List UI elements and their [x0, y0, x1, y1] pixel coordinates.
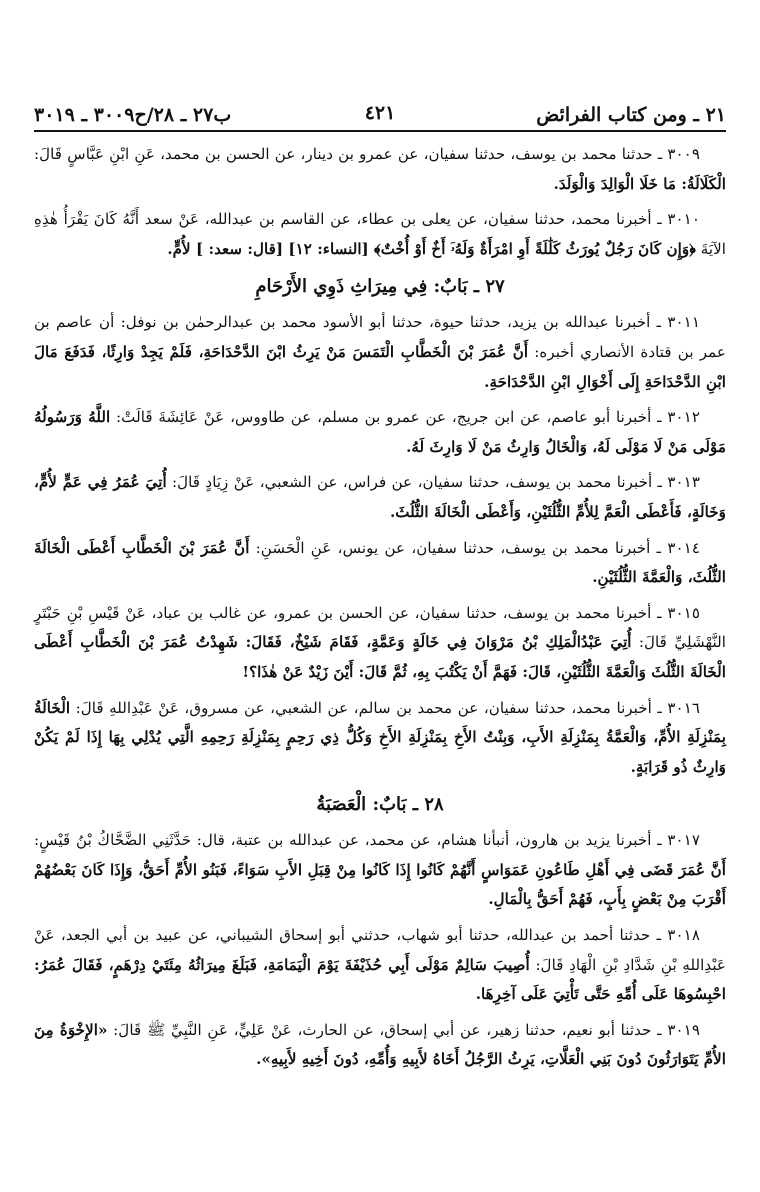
- hadith-matn: «الإِخْوَةُ مِنَ الأُمِّ يَتَوَارَثُونَ دُونَ بَنِي الْعَلَّاتِ، يَرِثُ الرَّجُلُ أَخَاهُ لأَبِيهِ وَأُمِّهِ، دُونَ أَخِيهِ لأَبِيهِ».: [34, 1020, 726, 1069]
- hadith-isnad: ٣٠١٧ ـ أخبرنا يزيد بن هارون، أنبأنا هشام، عن محمد، عن عبدالله بن عتبة، قال: حَدَّثَنِي الضَّحَّاكُ بْنُ قَيْسٍ:: [34, 831, 700, 850]
- hadith-matn: الْكَلَالَةُ: مَا خَلَا الْوَالِدَ وَالْوَلَدَ.: [553, 174, 726, 193]
- running-header: [34, 92, 726, 126]
- hadith-entry: [34, 308, 726, 397]
- hadith-isnad: ٣٠١٢ ـ أخبرنا أبو عاصم، عن ابن جريج، عن عمرو بن مسلم، عن طاووس، عَنْ عَائِشَةَ قَالَتْ:: [110, 408, 700, 427]
- hadith-matn: اللَّهُ وَرَسُولُهُ مَوْلَى مَنْ لَا مَوْلَى لَهُ، وَالْخَالُ وَارِثُ مَنْ لَا وَارِثَ لَهُ.: [34, 408, 726, 456]
- hadith-entry: [34, 140, 726, 199]
- hadith-entry: [34, 1016, 726, 1075]
- hadith-entry: [34, 826, 726, 915]
- hadith-isnad: ٣٠١٤ ـ أخبرنا محمد بن يوسف، حدثنا سفيان، عن يونس، عَنِ الْحَسَنِ:: [249, 538, 700, 557]
- hadith-entry: [34, 534, 726, 593]
- hadith-entry: [34, 205, 726, 264]
- hadith-matn: الْخَالَةُ بِمَنْزِلَةِ الأُمِّ، وَالْعَمَّةُ بِمَنْزِلَةِ الأَبِ، وَبِنْتُ الأَخِ بِمَنْزِلَةِ الأَخِ وَكُلُّ ذِي رَحِمٍ بِمَنْزِلَةِ رَحِمِهِ الَّتِي يُدْلِي بِهَا إِذَا لَمْ يَكُنْ وَارِثٌ ذُو قَرَابَةٍ.: [34, 698, 726, 776]
- hadith-isnad: ٣٠١٠ ـ أخبرنا محمد، حدثنا سفيان، عن يعلى بن عطاء، عن القاسم بن عبدالله، عَنْ سعد أَنَّهُ كَانَ يَقْرَأُ هٰذِهِ الآيَةَ: [34, 210, 726, 258]
- header-hadith-range: ب٢٧ ـ ٢٨/ح٣٠٠٩ ـ ٣٠١٩: [34, 104, 232, 126]
- hadith-entry: [34, 468, 726, 527]
- hadith-entry: [34, 599, 726, 688]
- hadith-matn: أَنَّ عُمَرَ بْنَ الْخَطَّابِ أَعْطَى الْخَالَةَ الثُّلُثَ، وَالْعَمَّةَ الثُّلُثَيْنِ.: [34, 538, 726, 587]
- page-number: ٤٢١: [364, 102, 396, 124]
- hadith-isnad: ٣٠٠٩ ـ حدثنا محمد بن يوسف، حدثنا سفيان، عن عمرو بن دينار، عن الحسن بن محمد، عَنِ ابْنِ عَبَّاسٍ قَالَ:: [34, 145, 700, 163]
- hadith-matn: ﴿وَإِن كَانَ رَجُلٌ يُورَثُ كَلَٰلَةً أَوِ امْرَأَةٌ وَلَهُۥٓ أَخٌ أَوْ أُخْتٌ﴾ [النساء: ١٢] [قال: سعد: ] لأُمٍّ.: [167, 239, 696, 258]
- hadith-isnad: ٣٠١٩ ـ حدثنا أبو نعيم، حدثنا زهير، عن أبي إسحاق، عن الحارث، عَنْ عَلِيٍّ، عَنِ النَّبِيِّ ﷺ قَالَ:: [107, 1020, 700, 1039]
- hadith-isnad: ٣٠١٣ ـ أخبرنا محمد بن يوسف، حدثنا سفيان، عن فراس، عن الشعبي، عَنْ زِيَادٍ قَالَ:: [166, 473, 700, 492]
- hadith-entry: [34, 694, 726, 783]
- hadith-entry: [34, 403, 726, 462]
- hadith-entry: [34, 921, 726, 1010]
- hadith-matn: أُتِيَ عَبْدُالْمَلِكِ بْنُ مَرْوَانَ فِي خَالَةٍ وَعَمَّةٍ، فَقَامَ شَيْخٌ، فَقَالَ: شَهِدْتُ عُمَرَ بْنَ الْخَطَّابِ أَعْطَى الْخَالَةَ الثُّلُثَ وَالْعَمَّةَ الثُّلُثَيْنِ، قَالَ: فَهَمَّ أَنْ يَكْتُبَ بِهِ، ثُمَّ قَالَ: أَيْنَ زَيْدٌ عَنْ هٰذَا؟!: [34, 633, 726, 681]
- hadith-matn: أَنَّ عُمَرَ بْنَ الْخَطَّابِ الْتَمَسَ مَنْ يَرِثُ ابْنَ الدَّحْدَاحَةِ، فَلَمْ يَجِدْ وَارِثًا، فَدَفَعَ مَالَ ابْنِ الدَّحْدَاحَةِ إِلَى أَخْوَالِ ابْنِ الدَّحْدَاحَةِ.: [34, 342, 726, 391]
- header-chapter-title: ٢١ ـ ومن كتاب الفرائض: [536, 104, 726, 126]
- hadith-matn: أُتِيَ عُمَرُ فِي عَمٍّ لأُمٍّ، وَخَالَةٍ، فَأَعْطَى الْعَمَّ لِلأُمِّ الثُّلُثَيْنِ، وَأَعْطَى الْخَالَةَ الثُّلُثَ.: [34, 473, 726, 521]
- chapter-heading: ٢٧ ـ بَابٌ: فِي مِيرَاثِ ذَوِي الأَرْحَامِ: [255, 276, 505, 298]
- hadith-matn: أُصِيبَ سَالِمٌ مَوْلَى أَبِي حُذَيْفَةَ يَوْمَ الْيَمَامَةِ، فَبَلَغَ مِيرَاثُهُ مِئَتَيْ دِرْهَمٍ، فَقَالَ عُمَرُ: احْبِسُوهَا عَلَى أُمِّهِ حَتَّى تَأْتِيَ عَلَى آخِرِهَا.: [34, 955, 726, 1004]
- hadith-isnad: ٣٠١٨ ـ حدثنا أحمد بن عبدالله، حدثنا أبو شهاب، حدثني أبو إسحاق الشيباني، عن عبيد بن أبي الجعد، عَنْ عَبْدِاللهِ بْنِ شَدَّادِ بْنِ الْهَادِ قَالَ:: [34, 926, 726, 974]
- hadith-matn: أَنَّ عُمَرَ قَضَى فِي أَهْلِ طَاعُونِ عَمَوَاسٍ أَنَّهُمْ كَانُوا إِذَا كَانُوا مِنْ قِبَلِ الأَبِ سَوَاءً، فَبَنُو الأُمِّ أَحَقُّ، وَإِذَا كَانَ بَعْضُهُمْ أَقْرَبَ مِنْ بَعْضٍ بِأَبٍ، فَهُمْ أَحَقُّ بِالْمَالِ.: [34, 860, 726, 909]
- header-rule: [34, 130, 726, 132]
- page-body: [34, 140, 726, 1132]
- chapter-heading: ٢٨ ـ بَابٌ: الْعَصَبَةُ: [316, 794, 444, 816]
- hadith-isnad: ٣٠١٥ ـ أخبرنا محمد بن يوسف، حدثنا سفيان، عن الحسن بن عمرو، عن غالب بن عباد، عَنْ قَيْسِ بْنِ حَبْتَرٍ النَّهْشَلِيِّ قَالَ:: [34, 603, 726, 652]
- hadith-isnad: ٣٠١١ ـ أخبرنا عبدالله بن يزيد، حدثنا حيوة، حدثنا أبو الأسود محمد بن عبدالرحمٰن بن نوفل: أن عاصم بن عمر بن قتادة الأنصاري أخبره:: [34, 313, 726, 361]
- hadith-isnad: ٣٠١٦ ـ أخبرنا محمد، حدثنا سفيان، عن محمد بن سالم، عن الشعبي، عن مسروق، عَنْ عَبْدِاللهِ قَالَ:: [70, 698, 701, 717]
